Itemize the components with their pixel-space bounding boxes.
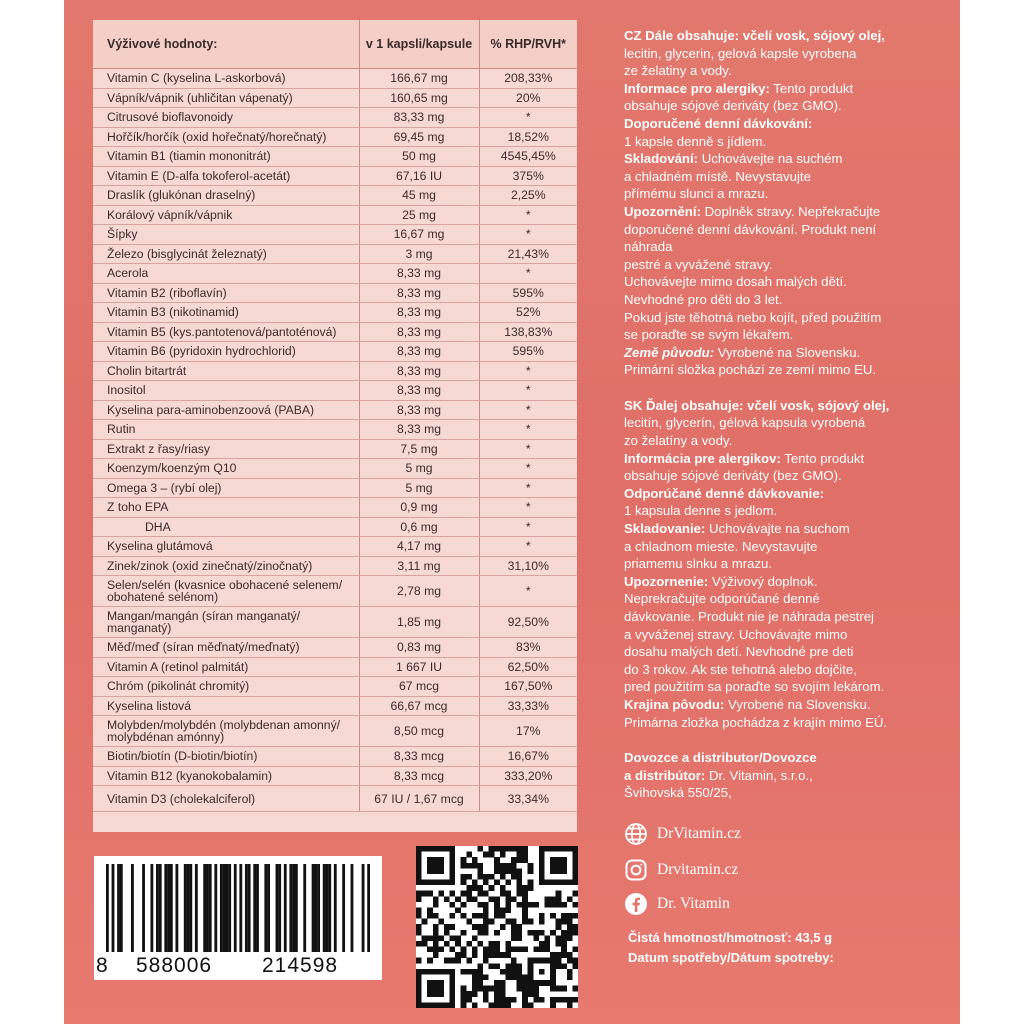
info-line [624, 45, 944, 63]
nutrient-amount: 16,67 mg [359, 225, 479, 245]
info-text: Dovozce a distributor/Dovozce [624, 750, 817, 766]
nutrition-row [93, 537, 577, 557]
nutrition-row [93, 459, 577, 479]
nutrient-name: Koenzym/koenzým Q10 [93, 459, 359, 479]
nutrient-rhp: 167,50% [479, 677, 577, 697]
nutrient-rhp: 4545,45% [479, 147, 577, 167]
nutrient-amount: 1,85 mg [359, 607, 479, 638]
info-line [624, 326, 944, 344]
nutrient-name: Acerola [93, 264, 359, 284]
nutrition-row [93, 381, 577, 401]
distributor-block [624, 749, 944, 802]
info-line [624, 485, 944, 503]
nutrition-row [93, 420, 577, 440]
barcode-bars [106, 864, 370, 952]
info-text: Nevhodné pro děti do 3 let. [624, 291, 783, 307]
nutrient-name: Kyselina para-aminobenzoová (PABA) [93, 400, 359, 420]
info-cz-block [624, 27, 944, 379]
nutrient-amount: 8,33 mg [359, 303, 479, 323]
facebook-link[interactable] [624, 892, 730, 916]
nutrient-rhp: * [479, 439, 577, 459]
instagram-link[interactable] [624, 858, 738, 882]
info-text: Odporúčané denné dávkovanie: [624, 485, 825, 501]
nutrient-name: Citrusové bioflavonoidy [93, 108, 359, 128]
nutrition-row [93, 478, 577, 498]
nutrient-name: Kyselina glutámová [93, 537, 359, 557]
nutrient-amount: 50 mg [359, 147, 479, 167]
info-line [624, 273, 944, 291]
info-text: Dr. Vitamin, s.r.o., [705, 767, 813, 783]
info-text: Upozornění: [624, 203, 701, 219]
barcode-digits-right: 214598 [262, 954, 339, 977]
info-text: 1 kapsle denně s jídlem. [624, 133, 767, 149]
nutrient-rhp: * [479, 205, 577, 225]
nutrition-row [93, 400, 577, 420]
nutrition-header-row [93, 20, 577, 69]
barcode-digit-lead: 8 [96, 954, 108, 977]
nutrient-amount: 1 667 IU [359, 657, 479, 677]
info-text: Uchovávajte na suchom [705, 521, 850, 537]
nutrient-rhp: * [479, 225, 577, 245]
info-line [624, 643, 944, 661]
info-line [624, 309, 944, 327]
nutrient-rhp: 52% [479, 303, 577, 323]
info-text: Neprekračujte odporúčané denné [624, 591, 820, 607]
info-line [624, 432, 944, 450]
info-text: doporučené denní dávkování. Produkt není [624, 221, 877, 237]
info-text: a chladném místě. Nevystavujte [624, 168, 811, 184]
nutrient-rhp: 16,67% [479, 747, 577, 767]
info-text: Upozornenie: [624, 573, 709, 589]
info-text: pred použitím sa poraďte so svojím lekárom. [624, 679, 885, 695]
nutrition-row [93, 303, 577, 323]
nutrient-rhp: * [479, 478, 577, 498]
info-line [624, 520, 944, 538]
nutrient-name: Vitamin B3 (nikotinamid) [93, 303, 359, 323]
nutrient-name: Biotin/biotín (D-biotin/biotín) [93, 747, 359, 767]
info-text: Krajina pôvodu: [624, 696, 725, 712]
nutrient-amount: 7,5 mg [359, 439, 479, 459]
nutrient-rhp: * [479, 264, 577, 284]
nutrition-row [93, 677, 577, 697]
info-text: do 3 rokov. Ak ste tehotná alebo dojčite, [624, 661, 857, 677]
nutrition-row [93, 225, 577, 245]
net-weight-block [628, 928, 834, 968]
nutrition-row [93, 517, 577, 537]
nutrient-name: Cholin bitartrát [93, 361, 359, 381]
info-text: Informace pro alergiky: [624, 80, 770, 96]
header-amount: v 1 kapsli/kapsule [359, 20, 479, 69]
nutrient-rhp: * [479, 537, 577, 557]
info-text: a vyváženej stravy. Uchovávajte mimo [624, 626, 848, 642]
info-text: Primárna zložka pochádza z krajín mimo EÚ. [624, 714, 888, 730]
info-line [624, 784, 944, 802]
nutrition-row [93, 342, 577, 362]
info-text: přímému slunci a mrazu. [624, 186, 769, 202]
info-line [624, 590, 944, 608]
info-text: SK Ďalej obsahuje: včelí vosk, sójový olej, [624, 397, 890, 413]
info-line [624, 80, 944, 98]
info-line [624, 27, 944, 45]
expiry-date-label: Datum spotřeby/Dátum spotreby: [628, 950, 834, 965]
nutrient-amount: 8,33 mg [359, 420, 479, 440]
nutrient-rhp: * [479, 517, 577, 537]
nutrient-name: Rutin [93, 420, 359, 440]
nutrition-row [93, 576, 577, 607]
nutrient-name: Železo (bisglycinát železnatý) [93, 244, 359, 264]
nutrient-name: Inositol [93, 381, 359, 401]
info-line [624, 714, 944, 732]
nutrition-row [93, 147, 577, 167]
info-text: pestré a vyvážené stravy. [624, 256, 773, 272]
barcode [94, 856, 382, 980]
nutrition-row [93, 747, 577, 767]
nutrient-amount: 67 IU / 1,67 mcg [359, 786, 479, 812]
barcode-number [94, 952, 382, 978]
nutrition-row [93, 716, 577, 747]
info-text: Primární složka pochází ze zemí mimo EU. [624, 362, 877, 378]
product-info-text [624, 27, 944, 802]
info-text: dosahu malých detí. Nevhodné pre deti [624, 644, 854, 660]
info-line [624, 573, 944, 591]
nutrient-name: Vitamin B2 (riboflavín) [93, 283, 359, 303]
nutrient-amount: 2,78 mg [359, 576, 479, 607]
nutrient-rhp: 208,33% [479, 69, 577, 89]
nutrient-amount: 160,65 mg [359, 88, 479, 108]
info-line [624, 291, 944, 309]
nutrient-rhp: * [479, 108, 577, 128]
nutrition-row [93, 361, 577, 381]
instagram-text: Drvitamin.cz [657, 861, 739, 878]
nutrient-amount: 8,33 mcg [359, 766, 479, 786]
nutrition-row [93, 638, 577, 658]
nutrient-rhp: * [479, 400, 577, 420]
nutrient-amount: 45 mg [359, 186, 479, 206]
nutrient-name: Vitamin A (retinol palmitát) [93, 657, 359, 677]
info-text: dávkovanie. Produkt nie je náhrada pestrej [624, 609, 874, 624]
nutrient-name: Měď/meď (síran měďnatý/meďnatý) [93, 638, 359, 658]
nutrient-rhp: 333,20% [479, 766, 577, 786]
nutrient-rhp: * [479, 576, 577, 607]
nutrition-row [93, 786, 577, 812]
nutrition-row [93, 283, 577, 303]
nutrition-row [93, 88, 577, 108]
nutrition-row [93, 166, 577, 186]
nutrient-amount: 69,45 mg [359, 127, 479, 147]
info-line [624, 115, 944, 133]
info-text: Skladování: [624, 151, 699, 167]
nutrient-rhp: 83% [479, 638, 577, 658]
globe-icon [624, 822, 648, 846]
nutrient-name: Hořčík/horčík (oxid hořečnatý/horečnatý) [93, 127, 359, 147]
nutrient-amount: 0,9 mg [359, 498, 479, 518]
nutrient-amount: 8,50 mcg [359, 716, 479, 747]
nutrition-row [93, 439, 577, 459]
nutrient-rhp: 595% [479, 342, 577, 362]
nutrient-name: Korálový vápník/vápnik [93, 205, 359, 225]
nutrient-amount: 5 mg [359, 459, 479, 479]
nutrition-row [93, 607, 577, 638]
info-line [624, 414, 944, 432]
nutrient-amount: 8,33 mg [359, 342, 479, 362]
info-text: Uchovávejte mimo dosah malých dětí. [624, 274, 847, 290]
info-line [624, 133, 944, 151]
nutrient-name: Vitamin B12 (kyanokobalamin) [93, 766, 359, 786]
info-text: náhrada [624, 239, 673, 255]
nutrient-name: Vitamin B1 (tiamin mononitrát) [93, 147, 359, 167]
website-text: DrVitamin.cz [657, 825, 741, 842]
nutrient-name: Vitamin B6 (pyridoxin hydrochlorid) [93, 342, 359, 362]
nutrient-name: Draslík (glukónan draselný) [93, 186, 359, 206]
info-text: a distribútor: [624, 767, 706, 783]
info-line [624, 62, 944, 80]
nutrient-rhp: * [479, 498, 577, 518]
info-text: Skladovanie: [624, 521, 706, 537]
info-line [624, 256, 944, 274]
nutrient-rhp: 595% [479, 283, 577, 303]
nutrient-rhp: 375% [479, 166, 577, 186]
nutrient-amount: 4,17 mg [359, 537, 479, 557]
info-text: CZ Dále obsahuje: včelí vosk, sójový olej, [624, 28, 885, 43]
nutrition-row [93, 108, 577, 128]
info-text: Vyrobené na Slovensku. [714, 344, 861, 360]
info-text: se poraďte se svým lékařem. [624, 327, 794, 343]
nutrient-amount: 3,11 mg [359, 556, 479, 576]
nutrient-amount: 8,33 mg [359, 381, 479, 401]
info-line [624, 555, 944, 573]
nutrient-amount: 8,33 mg [359, 283, 479, 303]
nutrient-name: Vápník/vápnik (uhličitan vápenatý) [93, 88, 359, 108]
info-text: Švihovská 550/25, [624, 785, 732, 801]
info-text: 1 kapsula denne s jedlom. [624, 503, 778, 519]
nutrition-row [93, 264, 577, 284]
nutrient-amount: 83,33 mg [359, 108, 479, 128]
nutrition-row [93, 696, 577, 716]
nutrient-name: Mangan/mangán (síran manganatý/ manganatý) [93, 607, 359, 638]
nutrient-name: Vitamin C (kyselina L-askorbová) [93, 69, 359, 89]
nutrient-rhp: 18,52% [479, 127, 577, 147]
info-line [624, 502, 944, 520]
nutrient-rhp: * [479, 459, 577, 479]
nutrition-row [93, 322, 577, 342]
nutrient-amount: 3 mg [359, 244, 479, 264]
info-line [624, 397, 944, 415]
nutrient-name: Omega 3 – (rybí olej) [93, 478, 359, 498]
info-line [624, 238, 944, 256]
info-line [624, 150, 944, 168]
nutrition-row [93, 205, 577, 225]
info-line [624, 203, 944, 221]
info-line [624, 538, 944, 556]
header-nutrient: Výživové hodnoty: [93, 20, 359, 69]
instagram-icon [624, 858, 648, 882]
qr-code-pattern [416, 846, 578, 1008]
info-line [624, 678, 944, 696]
nutrient-name: Kyselina listová [93, 696, 359, 716]
nutrient-amount: 8,33 mcg [359, 747, 479, 767]
facebook-text: Dr. Vitamin [657, 895, 730, 912]
nutrient-rhp: 33,34% [479, 786, 577, 812]
info-line [624, 97, 944, 115]
nutrition-table-panel [93, 20, 577, 832]
info-sk-block [624, 397, 944, 731]
nutrient-name: Molybden/molybdén (molybdenan amonný/ molybdénan amónny) [93, 716, 359, 747]
info-line [624, 221, 944, 239]
info-text: Tento produkt [780, 450, 865, 466]
info-text: ze želatiny a vody. [624, 63, 732, 79]
info-text: obsahuje sójové deriváty (bez GMO). [624, 98, 842, 114]
nutrient-name: Z toho EPA [93, 498, 359, 518]
nutrient-rhp: 17% [479, 716, 577, 747]
info-line [624, 608, 944, 626]
nutrient-rhp: * [479, 361, 577, 381]
net-weight: Čistá hmotnost/hmotnosť: 43,5 g [628, 930, 833, 945]
nutrient-amount: 8,33 mg [359, 400, 479, 420]
nutrient-amount: 8,33 mg [359, 322, 479, 342]
nutrient-amount: 166,67 mg [359, 69, 479, 89]
nutrient-rhp: 92,50% [479, 607, 577, 638]
nutrient-amount: 67,16 IU [359, 166, 479, 186]
nutrient-name: Šípky [93, 225, 359, 245]
nutrition-row [93, 766, 577, 786]
nutrient-name: Selen/selén (kvasnice obohacené selenem/ obohatené selénom) [93, 576, 359, 607]
nutrient-amount: 0,83 mg [359, 638, 479, 658]
nutrient-rhp: 33,33% [479, 696, 577, 716]
info-line [624, 696, 944, 714]
info-text: Země původu: [624, 344, 715, 360]
info-text: Vyrobené na Slovensku. [724, 696, 871, 712]
nutrient-rhp: 20% [479, 88, 577, 108]
nutrient-rhp: * [479, 420, 577, 440]
nutrition-row [93, 186, 577, 206]
info-text: Výživový doplnok. [708, 573, 818, 589]
barcode-digits-left: 588006 [136, 954, 213, 977]
nutrient-amount: 8,33 mg [359, 264, 479, 284]
nutrition-row [93, 69, 577, 89]
info-text: Doporučené denní dávkování: [624, 115, 813, 131]
nutrient-amount: 66,67 mcg [359, 696, 479, 716]
facebook-icon [624, 892, 648, 916]
nutrition-row [93, 498, 577, 518]
info-text: lecitin, glycerin, gelová kapsle vyrobena [624, 45, 857, 61]
info-line [624, 749, 944, 767]
info-line [624, 450, 944, 468]
info-line [624, 185, 944, 203]
nutrient-amount: 25 mg [359, 205, 479, 225]
nutrition-table [93, 20, 577, 812]
info-text: Uchovávejte na suchém [698, 151, 843, 167]
qr-code[interactable] [416, 846, 578, 1008]
nutrient-name: Extrakt z řasy/riasy [93, 439, 359, 459]
nutrition-row [93, 244, 577, 264]
website-link[interactable] [624, 822, 741, 846]
nutrient-name: Chróm (pikolinát chromitý) [93, 677, 359, 697]
info-text: Pokud jste těhotná nebo kojít, před použitím [624, 309, 882, 325]
info-text: Tento produkt [769, 80, 854, 96]
nutrient-rhp: 21,43% [479, 244, 577, 264]
info-text: obsahuje sójové deriváty (bez GMO). [624, 468, 842, 484]
nutrient-rhp: 62,50% [479, 657, 577, 677]
info-line [624, 168, 944, 186]
nutrient-rhp: * [479, 381, 577, 401]
nutrient-rhp: 2,25% [479, 186, 577, 206]
nutrient-amount: 5 mg [359, 478, 479, 498]
info-line [624, 661, 944, 679]
nutrition-row [93, 127, 577, 147]
nutrient-amount: 67 mcg [359, 677, 479, 697]
info-line [624, 467, 944, 485]
info-text: Informácia pre alergikov: [624, 450, 781, 466]
nutrient-name: Zinek/zinok (oxid zinečnatý/zinočnatý) [93, 556, 359, 576]
header-rhp: % RHP/RVH* [479, 20, 577, 69]
nutrient-rhp: 138,83% [479, 322, 577, 342]
info-line [624, 344, 944, 362]
info-text: lecitín, glycerín, gélová kapsula vyrobená [624, 415, 866, 431]
nutrient-amount: 8,33 mg [359, 361, 479, 381]
nutrient-name: Vitamin E (D-alfa tokoferol-acetát) [93, 166, 359, 186]
info-text: Doplněk stravy. Nepřekračujte [700, 203, 881, 219]
nutrition-row [93, 556, 577, 576]
nutrient-name: DHA [93, 517, 359, 537]
info-line [624, 361, 944, 379]
nutrient-rhp: 31,10% [479, 556, 577, 576]
nutrient-name: Vitamin B5 (kys.pantotenová/pantoténová) [93, 322, 359, 342]
info-line [624, 626, 944, 644]
nutrient-name: Vitamin D3 (cholekalciferol) [93, 786, 359, 812]
info-text: a chladnom mieste. Nevystavujte [624, 538, 818, 554]
nutrition-row [93, 657, 577, 677]
info-text: zo želatíny a vody. [624, 433, 733, 449]
info-text: priamemu slnku a mrazu. [624, 556, 773, 572]
nutrient-amount: 0,6 mg [359, 517, 479, 537]
info-line [624, 767, 944, 785]
